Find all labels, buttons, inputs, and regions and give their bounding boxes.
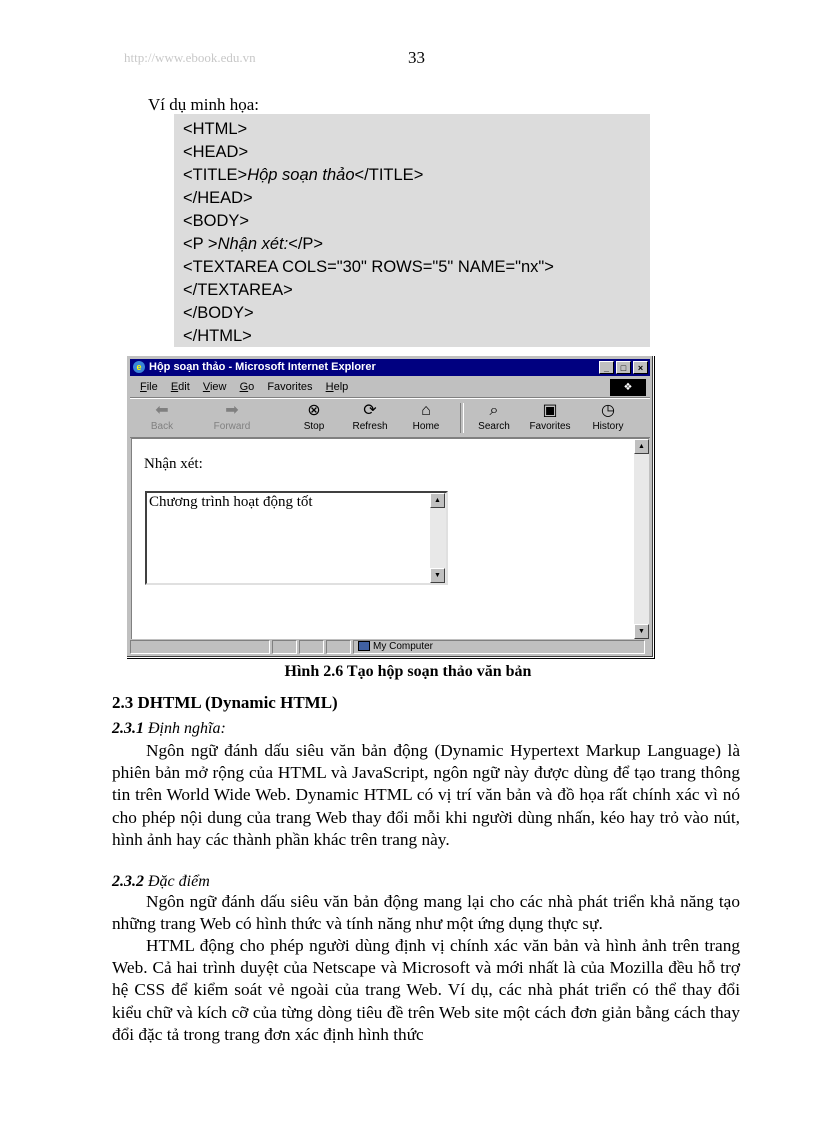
paragraph: HTML động cho phép người dùng định vị chính xác văn bản và hình ảnh trên trang Web. Cả hai trình duyệt của Netscape và Microsoft và mới nhất là của Mozilla đều hỗ trợ hệ CSS để kiểm soát vẻ ngoài của trang Web. Ví dụ, các nhà phát triển có thể thay đổi kiểu chữ và kích cỡ của từng dòng tiêu đề trên Web site một cách đơn giản bằng cách thay đổi đặc tả trong trang đơn xác định hình thức [112, 936, 740, 1044]
stop-icon: ⊗ [307, 402, 321, 419]
menu-go[interactable]: Go [239, 381, 255, 393]
code-line: <BODY> [183, 212, 250, 230]
comment-textarea[interactable] [145, 491, 448, 585]
menu-help[interactable]: Help [325, 381, 349, 393]
subsection-heading-2: 2.3.2 Đặc điểm [112, 873, 210, 890]
scroll-down-icon[interactable]: ▼ [634, 624, 649, 639]
ie-window-screenshot [126, 355, 654, 658]
maximize-icon[interactable]: □ [616, 361, 631, 374]
page-label: Nhận xét: [144, 456, 203, 472]
textarea-scrollbar[interactable] [430, 493, 446, 583]
toolbar-separator [460, 403, 464, 433]
page-content [131, 438, 649, 639]
favorites-button[interactable]: ▣ Favorites [529, 402, 571, 432]
status-bar [130, 640, 650, 655]
scroll-up-icon[interactable]: ▲ [634, 439, 649, 454]
scroll-up-icon[interactable]: ▲ [430, 493, 445, 508]
paragraph: Ngôn ngữ đánh dấu siêu văn bản động mang lại cho các nhà phát triển khả năng tạo những trang Web có hình thức và tính năng như một ứng dụng thực sự. [112, 892, 740, 934]
status-zone: My Computer [353, 640, 645, 654]
code-line: <TEXTAREA COLS="30" ROWS="5" NAME="nx"> [183, 258, 554, 276]
code-line: <TITLE>Hộp soạn thảo</TITLE> [183, 166, 424, 184]
status-cell [272, 640, 297, 654]
page-scrollbar[interactable] [634, 439, 649, 639]
windows-logo-icon: ❖ [610, 379, 646, 396]
toolbar [130, 398, 650, 438]
window-titlebar [130, 359, 650, 376]
home-button[interactable]: ⌂ Home [404, 401, 448, 432]
ie-app-icon: e [133, 361, 145, 373]
history-button[interactable]: ◷ History [586, 401, 630, 432]
history-icon: ◷ [601, 402, 615, 419]
menu-favorites[interactable]: Favorites [267, 381, 313, 393]
refresh-icon: ⟳ [363, 402, 377, 419]
menu-edit[interactable]: Edit [170, 381, 190, 393]
code-example [174, 114, 650, 347]
code-line: <HEAD> [183, 143, 249, 161]
code-line: </TEXTAREA> [183, 281, 293, 299]
example-intro: Ví dụ minh họa: [148, 95, 259, 114]
code-line: </BODY> [183, 304, 254, 322]
search-icon: ⌕ [489, 402, 499, 419]
section-heading: 2.3 DHTML (Dynamic HTML) [112, 693, 338, 712]
window-title: Hộp soạn thảo - Microsoft Internet Explorer [149, 361, 376, 373]
folder-star-icon: ▣ [542, 402, 558, 419]
header-url: http://www.ebook.edu.vn [124, 50, 256, 65]
code-line: </HTML> [183, 327, 252, 345]
menu-view[interactable]: View [202, 381, 227, 393]
status-cell [130, 640, 270, 654]
code-line: <HTML> [183, 120, 248, 138]
search-button[interactable]: ⌕ Search [472, 401, 516, 432]
status-cell [299, 640, 324, 654]
forward-arrow-icon: ➡ [225, 402, 239, 419]
scroll-down-icon[interactable]: ▼ [430, 568, 445, 583]
subsection-heading-1: 2.3.1 Định nghĩa: [112, 720, 226, 737]
back-button[interactable]: ⬅ Back [140, 401, 184, 432]
code-line: <P >Nhận xét:</P> [183, 235, 324, 253]
menu-file[interactable]: File [140, 381, 158, 393]
textarea-value: Chương trình hoạt động tốt [149, 494, 313, 510]
back-arrow-icon: ⬅ [155, 402, 169, 419]
close-icon[interactable]: × [633, 361, 648, 374]
stop-button[interactable]: ⊗ Stop [292, 401, 336, 432]
computer-icon [358, 641, 370, 651]
minimize-icon[interactable]: _ [599, 361, 614, 374]
status-cell [326, 640, 351, 654]
paragraph: Ngôn ngữ đánh dấu siêu văn bản động (Dynamic Hypertext Markup Language) là phiên bản mở rộng của HTML và JavaScript, ngôn ngữ này được dùng để tạo trang thông tin trên World Wide Web. Dynamic HTML có vị trí văn bản và đồ họa rất chính xác vì nó cho phép nội dung của trang Web thay đổi mỗi khi người dùng nhấn, kéo hay trỏ vào nút, hình ảnh hay các thành phần khác trên trang này. [112, 741, 740, 849]
figure-caption: Hình 2.6 Tạo hộp soạn thảo văn bản [284, 663, 532, 680]
home-icon: ⌂ [421, 402, 431, 419]
code-line: </HEAD> [183, 189, 253, 207]
page-number: 33 [408, 48, 425, 67]
refresh-button[interactable]: ⟳ Refresh [348, 401, 392, 432]
forward-button[interactable]: ➡ Forward [210, 401, 254, 432]
menu-bar [130, 378, 650, 398]
